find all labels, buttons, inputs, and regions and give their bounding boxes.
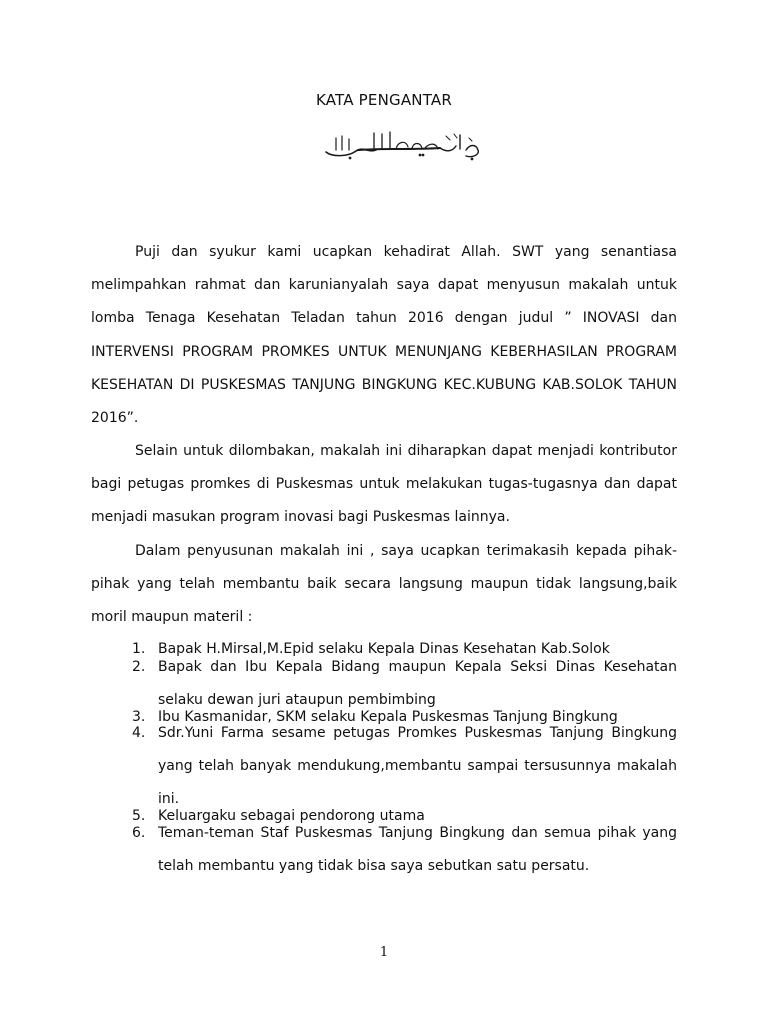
list-item-number: 6. — [132, 825, 146, 841]
list-item-number: 4. — [132, 725, 146, 741]
basmalah-text: بسم الله الرحمن الرحيم — [398, 161, 410, 162]
list-item-number: 5. — [132, 808, 146, 824]
paragraph-line: KESEHATAN DI PUSKESMAS TANJUNG BINGKUNG KEC.KUBUNG KAB.SOLOK TAHUN — [91, 376, 677, 393]
list-item-line: Sdr.Yuni Farma sesame petugas Promkes Puskesmas Tanjung Bingkung — [158, 725, 677, 741]
paragraph-line: Puji dan syukur kami ucapkan kehadirat Allah. SWT yang senantiasa — [135, 244, 677, 260]
list-item-line: selaku dewan juri ataupun pembimbing — [158, 692, 436, 708]
list-item-line: Teman-teman Staf Puskesmas Tanjung Bingkung dan semua pihak yang — [158, 825, 677, 841]
paragraph-1 — [91, 236, 677, 435]
list-item-number: 3. — [132, 709, 146, 725]
list-item-line: Bapak H.Mirsal,M.Epid selaku Kepala Dinas Kesehatan Kab.Solok — [158, 641, 610, 657]
paragraph-line: menjadi masukan program inovasi bagi Puskesmas lainnya. — [91, 509, 510, 526]
paragraph-line: bagi petugas promkes di Puskesmas untuk melakukan tugas-tugasnya dan dapat — [91, 476, 677, 493]
list-item-line: Keluargaku sebagai pendorong utama — [158, 808, 425, 824]
page-number: 1 — [379, 945, 389, 960]
paragraph-line: Dalam penyusunan makalah ini , saya ucapkan terimakasih kepada pihak- — [135, 543, 677, 559]
list-item-line: telah membantu yang tidak bisa saya sebutkan satu persatu. — [158, 858, 590, 874]
paragraph-line: INTERVENSI PROGRAM PROMKES UNTUK MENUNJANG KEBERHASILAN PROGRAM — [91, 343, 677, 360]
list-item-line: ini. — [158, 791, 180, 807]
list-item-line: yang telah banyak mendukung,membantu sampai tersusunnya makalah — [158, 758, 677, 774]
paragraph-line: pihak yang telah membantu baik secara langsung maupun tidak langsung,baik — [91, 576, 677, 593]
list-item-number: 2. — [132, 659, 146, 675]
basmalah-calligraphy-icon — [322, 128, 486, 162]
list-item-line: Bapak dan Ibu Kepala Bidang maupun Kepala Seksi Dinas Kesehatan — [158, 659, 677, 675]
paragraph-line: lomba Tenaga Kesehatan Teladan tahun 2016 dengan judul ” INOVASI dan — [91, 310, 677, 327]
paragraph-line: melimpahkan rahmat dan karunianyalah saya dapat menyusun makalah untuk — [91, 277, 677, 294]
paragraph-2 — [91, 435, 677, 535]
list-item-line: Ibu Kasmanidar, SKM selaku Kepala Puskesmas Tanjung Bingkung — [158, 709, 618, 725]
paragraph-line: 2016”. — [91, 410, 139, 427]
paragraph-line: moril maupun materil : — [91, 609, 253, 626]
paragraph-line: Selain untuk dilombakan, makalah ini diharapkan dapat menjadi kontributor — [135, 443, 677, 459]
list-item-number: 1. — [132, 641, 146, 657]
document-title: KATA PENGANTAR — [315, 91, 453, 109]
paragraph-3 — [91, 535, 677, 635]
